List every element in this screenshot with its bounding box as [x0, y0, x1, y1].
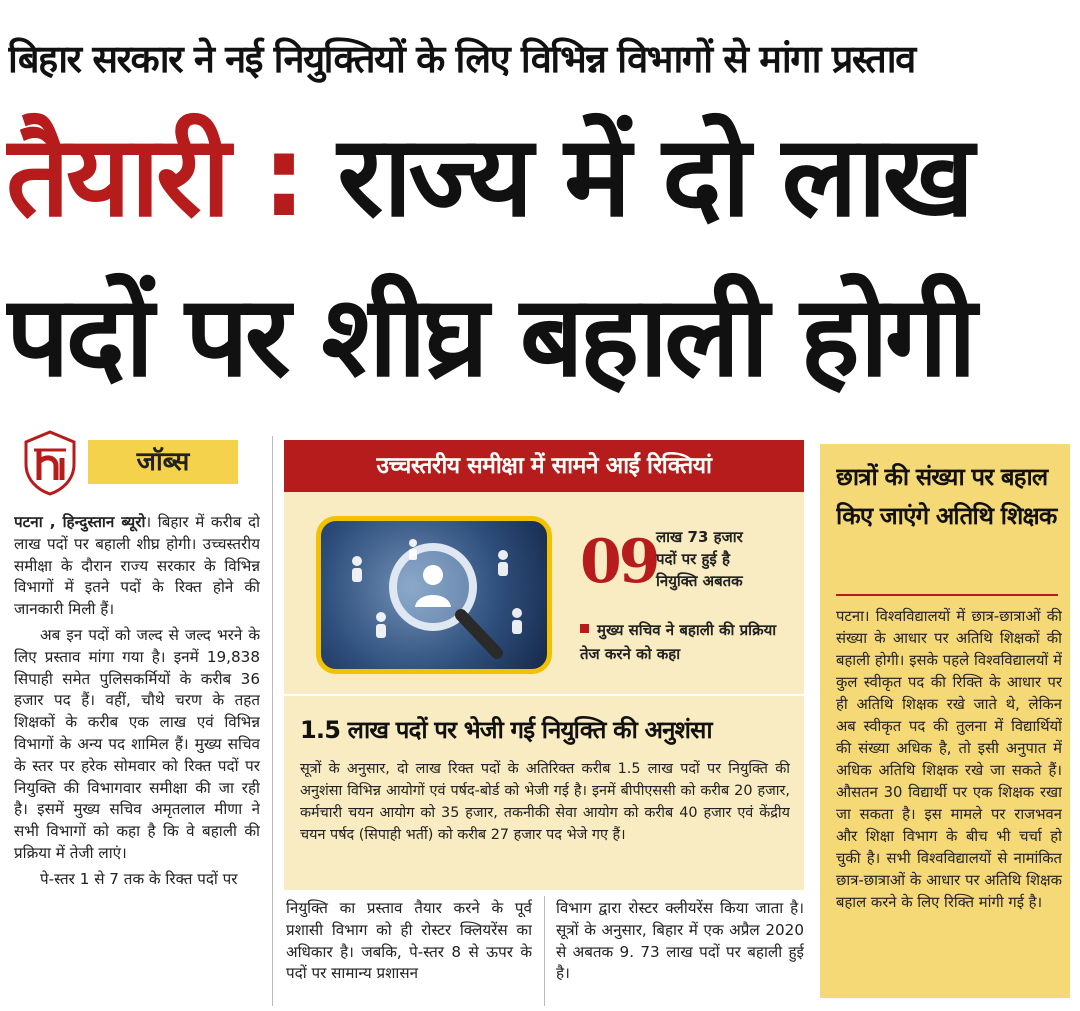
box-divider	[284, 694, 804, 696]
section-tag-jobs: जॉब्स	[88, 440, 238, 484]
side-box-body: पटना। विश्वविद्यालयों में छात्र-छात्राओं की संख्या के आधार पर अतिथि शिक्षकों की बहाली होगी। इसके पहले विश्वविद्यालयों में कुल स्वीकृत पद की रिक्ति के आधार पर ही अतिथि शिक्षक रखे जाते थे, लेकिन अब स्वीकृत पद की तुलना में विद्यार्थियों की संख्या अधिक है, तो इसी अनुपात में अधिक अतिथि शिक्षक रखे जा सकते हैं। औसतन 30 विद्यार्थी पर एक शिक्षक रखा जा सकता है। इस मामले पर राजभवन और शिक्षा विभाग के बीच भी चर्चा हो चुकी है। सभी विश्वविद्यालयों से नामांकित छात्र-छात्राओं के आधार पर अतिथि शिक्षक बहाल करने के लिए रिक्ति मांगी गई है।	[836, 608, 1062, 911]
article-para-3: पे-स्तर 1 से 7 तक के रिक्त पदों पर	[40, 869, 238, 888]
review-box-title: उच्चस्तरीय समीक्षा में सामने आईं रिक्तियां	[284, 440, 804, 492]
number-caption-line1: लाख 73 हजार	[656, 528, 743, 546]
column-divider	[544, 896, 545, 1006]
main-headline-line1	[6, 92, 1076, 262]
number-caption	[656, 526, 786, 604]
side-box-divider	[836, 594, 1058, 596]
dateline: पटना , हिन्दुस्तान ब्यूरो	[14, 513, 146, 531]
headline-colon: :	[261, 112, 303, 242]
article-para-2: अब इन पदों को जल्द से जल्द भरने के लिए प्रस्ताव मांगा गया है। इनमें 19,838 सिपाही समेत पुलिसकर्मियों के करीब 36 हजार पद हैं। वहीं, चौथे चरण के तहत शिक्षकों के करीब एक लाख एवं विभिन्न विभागों के अन्य पद शामिल हैं। मुख्य सचिव के स्तर पर हरेक सोमवार को रिक्त पदों पर नियुक्ति की विभागवार समीक्षा की जा रही है। इसमें मुख्य सचिव अमृतलाल मीणा ने सभी विभागों को कहा है कि वे बहाली की प्रक्रिया में तेजी लाएं।	[14, 625, 260, 862]
column-divider	[272, 436, 273, 1006]
number-caption-line2: पदों पर हुई है	[656, 550, 730, 568]
bullet-point	[580, 618, 786, 668]
subheading-body: सूत्रों के अनुसार, दो लाख रिक्त पदों के अतिरिक्त करीब 1.5 लाख पदों पर नियुक्ति की अनुशंसा विभिन्न आयोगों एवं पर्षद-बोर्ड को भेजी गई है। इनमें बीपीएससी को करीब 20 हजार, कर्मचारी चयन आयोग को 35 हजार, तकनीकी सेवा आयोग को करीब 40 हजार एवं केंद्रीय चयन पर्षद (सिपाही भर्ती) को करीब 27 हजार पद भेजे गए हैं।	[300, 761, 790, 843]
side-box	[820, 444, 1070, 998]
magnifier-icon	[321, 521, 547, 669]
kicker-headline: बिहार सरकार ने नई नियुक्तियों के लिए विभिन्न विभागों से मांगा प्रस्ताव	[8, 37, 915, 81]
middle-column-2: विभाग द्वारा रोस्टर क्लीयरेंस किया जाता है। सूत्रों के अनुसार, बिहार में एक अप्रैल 2020 से अबतक 9. 73 लाख पदों पर बहाली हुई है।	[556, 899, 804, 983]
side-box-title: छात्रों की संख्या पर बहाल किए जाएंगे अतिथि शिक्षक	[836, 463, 1057, 530]
headline-line1-rest: राज्य में दो लाख	[337, 112, 971, 242]
headline-label: तैयारी	[6, 112, 227, 242]
main-headline-line2: पदों पर शीघ्र बहाली होगी	[6, 272, 973, 402]
article-para-1: । बिहार में करीब दो लाख पदों पर बहाली शीघ्र होगी। उच्चस्तरीय समीक्षा के दौरान राज्य सरकार के विभिन्न विभागों में इतने पदों के रिक्त होने की जानकारी मिली हैं।	[14, 513, 260, 619]
number-caption-line3: नियुक्ति अबतक	[656, 572, 743, 590]
left-column-article	[14, 512, 260, 1006]
subheading: 1.5 लाख पदों पर भेजी गई नियुक्ति की अनुशंसा	[300, 716, 712, 744]
bullet-square-icon	[580, 624, 589, 633]
middle-column-1: नियुक्ति का प्रस्ताव तैयार करने के पूर्व प्रशासी विभाग को ही रोस्टर क्लियरेंस का अधिकार है। जबकि, पे-स्तर 8 से ऊपर के पदों पर सामान्य प्रशासन	[286, 899, 532, 983]
big-number: 09	[580, 527, 658, 597]
magnifier-photo	[316, 516, 552, 674]
bullet-text: मुख्य सचिव ने बहाली की प्रक्रिया तेज करने को कहा	[580, 621, 777, 663]
hindustan-logo-icon	[22, 430, 78, 496]
review-box	[284, 440, 804, 890]
